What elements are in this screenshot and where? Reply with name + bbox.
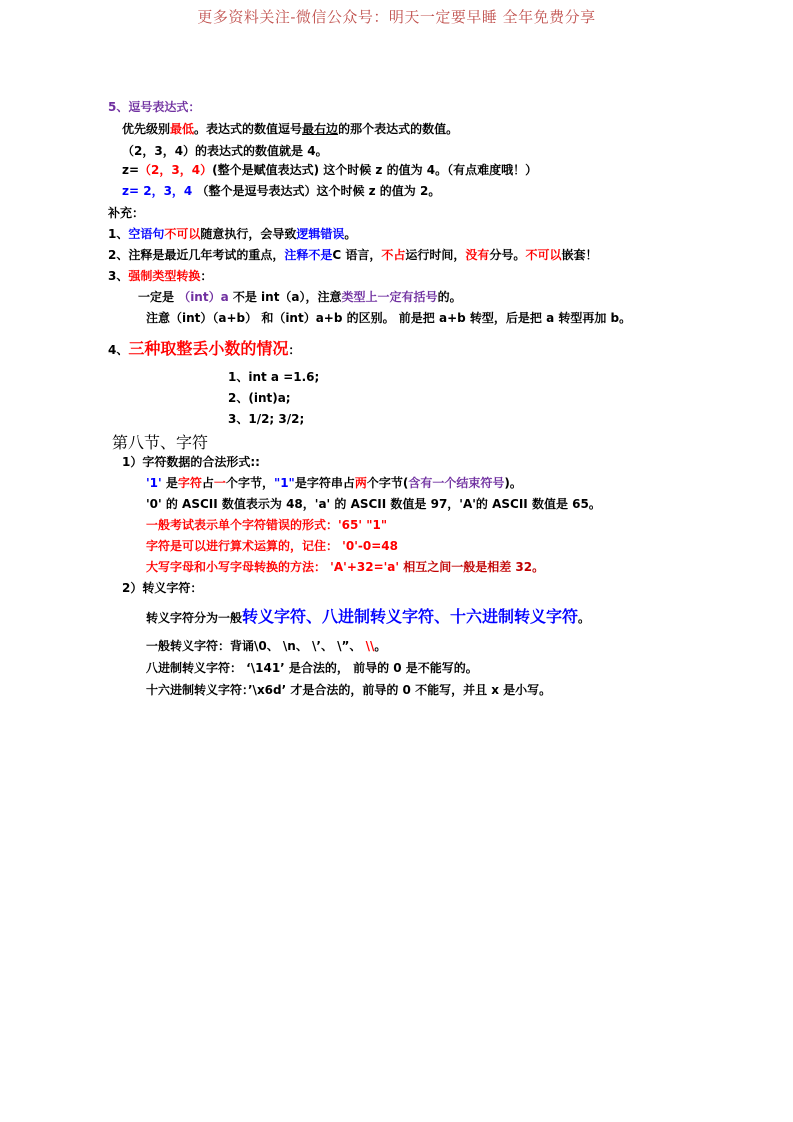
text-red: 大写字母和小写字母转换的方法： 'A'+32='a' bbox=[146, 560, 404, 574]
text: 。表达式的数值逗号 bbox=[194, 122, 303, 136]
s5-line-2: （2，3，4）的表达式的数值就是 4。 bbox=[122, 144, 328, 158]
text: 1、 bbox=[108, 227, 129, 241]
text: (整个是赋值表达式) 这个时候 z 的值为 4。（有点难度哦！） bbox=[212, 163, 538, 177]
truncation-case-2: 2、(int)a; bbox=[228, 391, 291, 405]
text-underline: 最右边 bbox=[302, 122, 339, 136]
text-blue: z= 2，3，4 bbox=[122, 184, 193, 198]
text: 3、 bbox=[108, 269, 129, 283]
text: 是 bbox=[161, 476, 178, 490]
text: 个字节， bbox=[225, 476, 274, 490]
s5-line-4 bbox=[122, 184, 440, 198]
text: 占 bbox=[201, 476, 214, 490]
text-blue-large: 转义字符、八进制转义字符、十六进制转义字符 bbox=[242, 607, 579, 626]
section-5-title: 5、逗号表达式： bbox=[108, 100, 201, 114]
text: 运行时间， bbox=[405, 248, 466, 262]
supplement-item-3 bbox=[108, 269, 212, 283]
text-red: 一 bbox=[213, 476, 226, 490]
text-red: （2，3，4） bbox=[139, 163, 213, 177]
text: 4、 bbox=[108, 343, 129, 357]
section-8-title: 第八节、字符 bbox=[112, 433, 209, 452]
text: ： bbox=[200, 269, 213, 283]
truncation-case-1: 1、int a =1.6; bbox=[228, 370, 320, 384]
text: 。 bbox=[374, 639, 387, 653]
supplement-item-3b: 注意（int）（a+b） 和（int）a+b 的区别。 前是把 a+b 转型，后是把 a 转型再加 b。 bbox=[146, 311, 632, 325]
text-red-large: 三种取整丢小数的情况 bbox=[128, 339, 289, 358]
text-purple: 含有一个结束符号 bbox=[408, 476, 505, 490]
text-blue: '1' bbox=[146, 476, 162, 490]
text-darkred: 相互之间一般是相差 32。 bbox=[403, 560, 545, 574]
text-red: 最低 bbox=[170, 122, 195, 136]
s8-p1-line-4: 字符是可以进行算术运算的，记住： '0'-0=48 bbox=[146, 539, 398, 553]
text-red: 不占 bbox=[381, 248, 406, 262]
text: 分号。 bbox=[489, 248, 526, 262]
s8-p2-line-2 bbox=[146, 639, 386, 653]
text: 一定是 bbox=[138, 290, 179, 304]
text-purple: （int）a bbox=[178, 290, 229, 304]
s8-p2-line-3: 八进制转义字符： ‘\141’ 是合法的， 前导的 0 是不能写的。 bbox=[146, 661, 478, 675]
text: 个字节( bbox=[366, 476, 409, 490]
supplement-item-3a bbox=[138, 290, 462, 304]
text: 嵌套！ bbox=[561, 248, 598, 262]
text-blue: 空语句 bbox=[128, 227, 165, 241]
s8-p1-line-3: 一般考试表示单个字符错误的形式：'65' "1" bbox=[146, 518, 388, 532]
text: ： bbox=[288, 343, 301, 357]
s8-p2-line-1 bbox=[146, 607, 590, 626]
text: 2、注释是最近几年考试的重点， bbox=[108, 248, 285, 262]
text: 。 bbox=[344, 227, 357, 241]
text: C 语言， bbox=[332, 248, 382, 262]
supplement-item-4 bbox=[108, 339, 300, 358]
text: 的。 bbox=[437, 290, 462, 304]
text-purple: 类型上一定有括号 bbox=[341, 290, 438, 304]
text: 不是 int（a），注意 bbox=[228, 290, 342, 304]
s8-part-1-title: 1）字符数据的合法形式:: bbox=[122, 455, 260, 469]
text: 随意执行，会导致 bbox=[200, 227, 297, 241]
text: 转义字符分为一般 bbox=[146, 611, 243, 625]
text-blue: 逻辑错误 bbox=[296, 227, 345, 241]
text: 一般转义字符：背诵\0、 \n、 \’、 \”、 bbox=[146, 639, 366, 653]
supplement-item-2 bbox=[108, 248, 597, 262]
text-red: 字符 bbox=[177, 476, 202, 490]
s8-p1-line-2: '0' 的 ASCII 数值表示为 48，'a' 的 ASCII 数值是 97，'A'的 ASCII 数值是 65。 bbox=[146, 497, 601, 511]
truncation-case-3: 3、1/2; 3/2; bbox=[228, 412, 305, 426]
text-blue: 注释不是 bbox=[284, 248, 333, 262]
text-blue: "1" bbox=[273, 476, 295, 490]
supplement-item-1 bbox=[108, 227, 356, 241]
s5-line-3 bbox=[122, 163, 537, 177]
text: 的那个表达式的数值。 bbox=[338, 122, 459, 136]
text: 是字符串占 bbox=[294, 476, 355, 490]
s8-part-2-title: 2）转义字符： bbox=[122, 581, 203, 595]
text: z= bbox=[122, 163, 140, 177]
s8-p1-line-5 bbox=[146, 560, 544, 574]
text: )。 bbox=[504, 476, 522, 490]
s8-p2-line-4: 十六进制转义字符：’\x6d’ 才是合法的，前导的 0 不能写，并且 x 是小写。 bbox=[146, 683, 552, 697]
s8-p1-line-1 bbox=[146, 476, 522, 490]
supplement-title: 补充： bbox=[108, 206, 145, 220]
text: 。 bbox=[578, 611, 591, 625]
text: 优先级别 bbox=[122, 122, 171, 136]
text-red: 两 bbox=[354, 476, 367, 490]
s5-line-1 bbox=[122, 122, 458, 136]
page-header: 更多资料关注-微信公众号：明天一定要早睡 全年免费分享 bbox=[197, 8, 596, 26]
text-red: 不可以 bbox=[164, 227, 201, 241]
text-red: 不可以 bbox=[525, 248, 562, 262]
text-red: \\ bbox=[365, 639, 375, 653]
text-red: 强制类型转换 bbox=[128, 269, 201, 283]
text-red: 没有 bbox=[465, 248, 490, 262]
text: （整个是逗号表达式）这个时候 z 的值为 2。 bbox=[196, 184, 441, 198]
